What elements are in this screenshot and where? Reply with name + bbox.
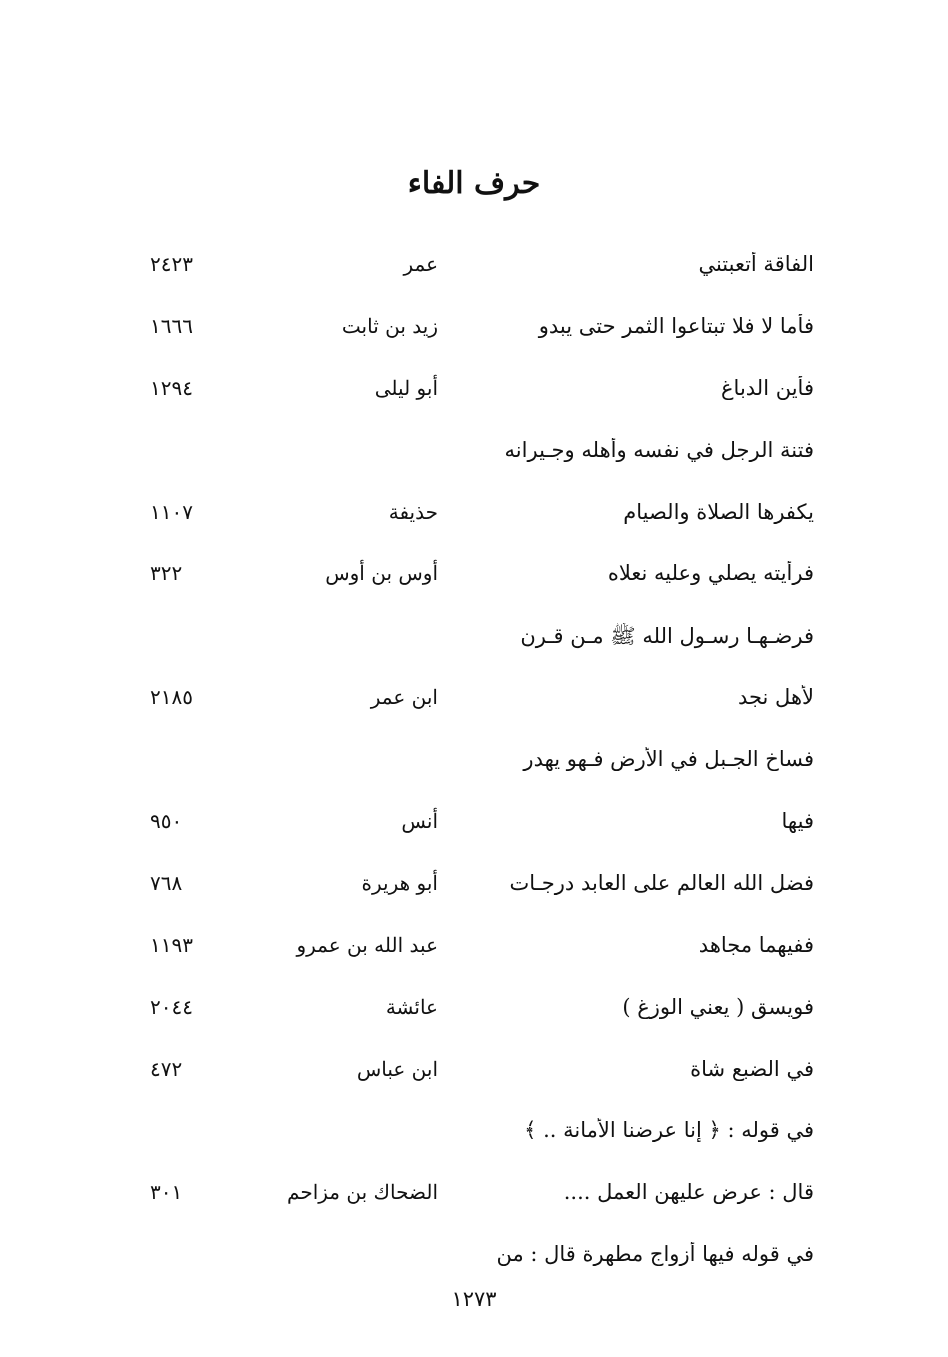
entry-text: في قوله : ﴿ إنا عرضنا الأمانة .. ﴾ [524,1118,814,1143]
entry-number: ٧٦٨ [150,870,183,895]
entry-narrator: ابن عمر [370,685,438,710]
entry-number: ٩٥٠ [150,809,183,834]
entry-number: ١٢٩٤ [150,375,193,400]
entry-text: فأين الدباغ [721,375,814,400]
entry-number: ١١٠٧ [150,499,193,524]
entry-text: الفاقة أتعبتني [698,252,814,276]
entry-text: لأهل نجد [737,685,814,710]
index-row [0,797,948,859]
entry-text: فساخ الجـبل في الأرض فـهو يهدر [523,747,814,772]
page-number: ١٢٧٣ [451,1287,497,1311]
index-row [0,1230,948,1292]
entry-number: ١٦٦٦ [150,313,193,338]
entry-number: ٢٤٢٣ [150,252,193,276]
entry-text: فضل الله العالم على العابد درجـات [509,870,814,895]
entry-text: فرضـهـا رسـول الله ﷺ مـن قـرن [520,624,814,649]
index-row [0,426,948,488]
index-row [0,983,948,1045]
index-row [0,302,948,364]
index-row [0,488,948,550]
entry-text: ففيهما مجاهد [698,932,814,957]
entry-text: في قوله فيها أزواج مطهرة قال : من [496,1242,814,1267]
index-row [0,1106,948,1168]
entry-narrator: أوس بن أوس [325,561,438,586]
entry-narrator: عائشة [385,994,438,1019]
entry-text: قال : عرض عليهن العمل .... [563,1180,814,1205]
index-entries [0,240,948,1292]
index-row [0,1168,948,1230]
entry-text: فتنة الرجل في نفسه وأهله وجـيرانه [504,437,814,462]
index-row [0,921,948,983]
index-row [0,364,948,426]
entry-narrator: أنس [401,809,438,834]
index-row [0,859,948,921]
entry-number: ٢٠٤٤ [150,994,193,1019]
entry-narrator: عبد الله بن عمرو [296,932,438,957]
entry-number: ٣٠١ [150,1180,183,1205]
entry-number: ٣٢٢ [150,561,183,586]
entry-narrator: ابن عباس [356,1056,438,1081]
entry-text: فأما لا فلا تبتاعوا الثمر حتى يبدو [538,313,814,338]
index-row [0,611,948,673]
index-row [0,673,948,735]
entry-number: ٤٧٢ [150,1056,183,1081]
entry-narrator: أبو هريرة [361,870,438,895]
entry-text: فيها [781,809,814,834]
entry-narrator: حذيفة [388,499,438,524]
index-row [0,735,948,797]
entry-narrator: أبو ليلى [374,375,438,400]
index-row [0,549,948,611]
entry-number: ١١٩٣ [150,932,193,957]
section-heading: حرف الفاء [407,166,541,201]
entry-number: ٢١٨٥ [150,685,193,710]
entry-text: في الضبع شاة [690,1056,814,1081]
entry-narrator: عمر [403,252,438,276]
entry-text: فرأيته يصلي وعليه نعلاه [607,561,814,586]
index-row [0,1045,948,1107]
index-row [0,240,948,302]
entry-narrator: زيد بن ثابت [341,313,438,338]
entry-text: يكفرها الصلاة والصيام [623,499,814,524]
entry-text: فويسق ( يعني الوزغ ) [622,994,814,1019]
entry-narrator: الضحاك بن مزاحم [287,1180,438,1205]
